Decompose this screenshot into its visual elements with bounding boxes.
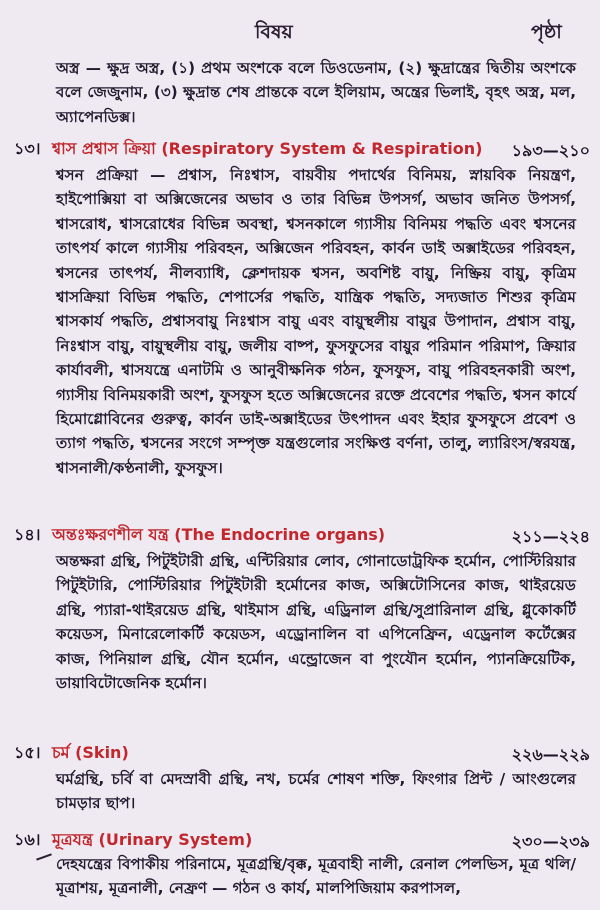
entry-description: অন্তক্ষরা গ্রন্থি, পিটুইটারী গ্রন্থি, এন্টিরিয়ার লোব, গোনাডোট্রফিক হর্মোন, পোস্টিরিয়ার পিটুইটারি, পোস্টিরিয়ার পিটুইটারী হর্মোনের কাজ, অক্সিটোসিনের কাজ, থাইরয়েড গ্রন্থি, প্যারা-থাইরয়েড গ্রন্থি, থাইমাস গ্রন্থি, এড্রিনাল গ্রন্থি/সুপ্রারিনাল গ্রন্থি, গ্লুকোকর্টি কয়েডস, মিনারেলোকর্টি কয়েডস, এড্রোনালিন বা এপিনেফ্রিন, এড্রেনাল কর্টেক্সের কাজ, পিনিয়াল গ্রন্থি, যৌন হর্মোন, এন্ড্রোজেন বা পুংযৌন হর্মোন, প্যানক্রিয়েটিক, ডায়াবিটোজেনিক হর্মোন। xyxy=(56,552,576,693)
handwritten-dash-mark xyxy=(36,853,52,860)
column-header-subject: বিষয় xyxy=(255,21,293,43)
entry-lead-term: শ্বসন প্রক্রিয়া xyxy=(56,166,138,184)
column-header-page: পৃষ্ঠা xyxy=(531,21,562,43)
entry-title: শ্বাস প্রশ্বাস ক্রিয়া (Respiratory System & Respiration) xyxy=(52,139,483,158)
entry-page-range: ২২৬—২২৯ xyxy=(511,745,590,764)
entry-number: ১৪। xyxy=(14,525,41,544)
entry-description: ঘর্মগ্রন্থি, চর্বি বা মেদস্রাবী গ্রন্থি, নখ, চর্মের শোষণ শক্তি, ফিংগার প্রিন্ট / আংগুলের চামড়ার ছাপ। xyxy=(56,770,576,813)
entry-number: ১৬। xyxy=(14,830,41,849)
entry-page-range: ১৯৩—২১০ xyxy=(511,141,590,160)
entry-number: ১৩। xyxy=(14,139,41,158)
entry-title: চর্ম (Skin) xyxy=(52,743,129,762)
entry-title: মূত্রযন্ত্র (Urinary System) xyxy=(52,830,253,849)
entry-continuation-text: অস্ত্র — ক্ষুদ্র অস্ত্র, (১) প্রথম অংশকে বলে ডিওডেনাম, (২) ক্ষুদ্রান্ত্রের দ্বিতীয় অংশকে বলে জেজুনাম, (৩) ক্ষুদ্রান্ত শেষ প্রান্তকে বলে ইলিয়াম, অন্ত্রের ভিলাই, বৃহৎ অস্ত্র, মল, অ্যাপেনডিক্স। xyxy=(56,59,576,126)
entry-number: ১৫। xyxy=(14,743,41,762)
entry-page-range: ২৩০—২৩৯ xyxy=(511,832,590,851)
entry-page-range: ২১১—২২৪ xyxy=(511,527,590,546)
entry-description: দেহযন্ত্রের বিপাকীয় পরিনামে, মূত্রগ্রন্থি/বৃক্ক, মূত্রবাহী নালী, রেনাল পেলভিস, মূত্র থলি/মূত্রাশয়, মূত্রনালী, নেফ্রণ — গঠন ও কার্য, মালপিজিয়াম করপাসল, xyxy=(56,855,576,898)
entry-title: অন্তঃক্ষরণশীল যন্ত্র (The Endocrine organs) xyxy=(52,525,386,544)
entry-description-text: — প্রশ্বাস, নিঃশ্বাস, বায়বীয় পদার্থের বিনিময়, স্নায়বিক নিয়ন্ত্রণ, হাইপোক্সিয়া বা অক্সিজেনের অভাব ও তার বিভিন্ন উপসর্গ, অভাব জনিত উপসর্গ, শ্বাসরোধ, শ্বাসরোধের বিভিন্ন অবস্থা, শ্বসনকালে গ্যাসীয় বিনিময় পদ্ধতি এবং শ্বসনের তাৎপর্য কালে গ্যাসীয় পরিবহন, অক্সিজেন পরিবহন, কার্বন ডাই অক্সাইডের পরিবহন, শ্বসনের তাৎপর্য, নীলব্যাধি, ক্লেশদায়ক শ্বসন, অবশিষ্ট বায়ু, নিষ্ক্রিয় বায়ু, কৃত্রিম শ্বাসক্রিয়া বিভিন্ন পদ্ধতি, শেপার্সের পদ্ধতি, যান্ত্রিক পদ্ধতি, সদ্যজাত শিশুর কৃত্রিম শ্বাসকার্য পদ্ধতি, প্রশ্বাসবায়ু নিঃশ্বাস বায়ু এবং বায়ুস্থলীয় বায়ুর উপাদান, প্রশ্বাস বায়ু, নিঃশ্বাস বায়ু, বায়ুস্থলীয় বায়ু, জলীয় বাষ্প, ফুসফুসের বায়ুর পরিমান পরিমাপ, ক্রিয়ার কার্যাবলী, শ্বাসযন্ত্রে এনাটমি ও আনুবীক্ষনিক গঠন, ফুসফুস, বায়ু পরিবহনকারী অংশ, গ্যাসীয় বিনিময়কারী অংশ, ফুসফুস হতে অক্সিজেনের রক্তে প্রবেশের পদ্ধতি, শ্বসন কার্যে হিমোগ্লোবিনের গুরুত্ব, কার্বন ডাই-অক্সাইডের উৎপাদন এবং ইহার ফুসফুসে প্রবেশ ও ত্যাগ পদ্ধতি, শ্বসনের সংগে সম্পৃক্ত যন্ত্রগুলোর সংক্ষিপ্ত বর্ণনা, তালু, ল্যারিংস/স্বরযন্ত্র, শ্বাসনালী/কণ্ঠনালী, ফুসফুস। xyxy=(56,166,576,477)
entry-description xyxy=(56,163,576,480)
